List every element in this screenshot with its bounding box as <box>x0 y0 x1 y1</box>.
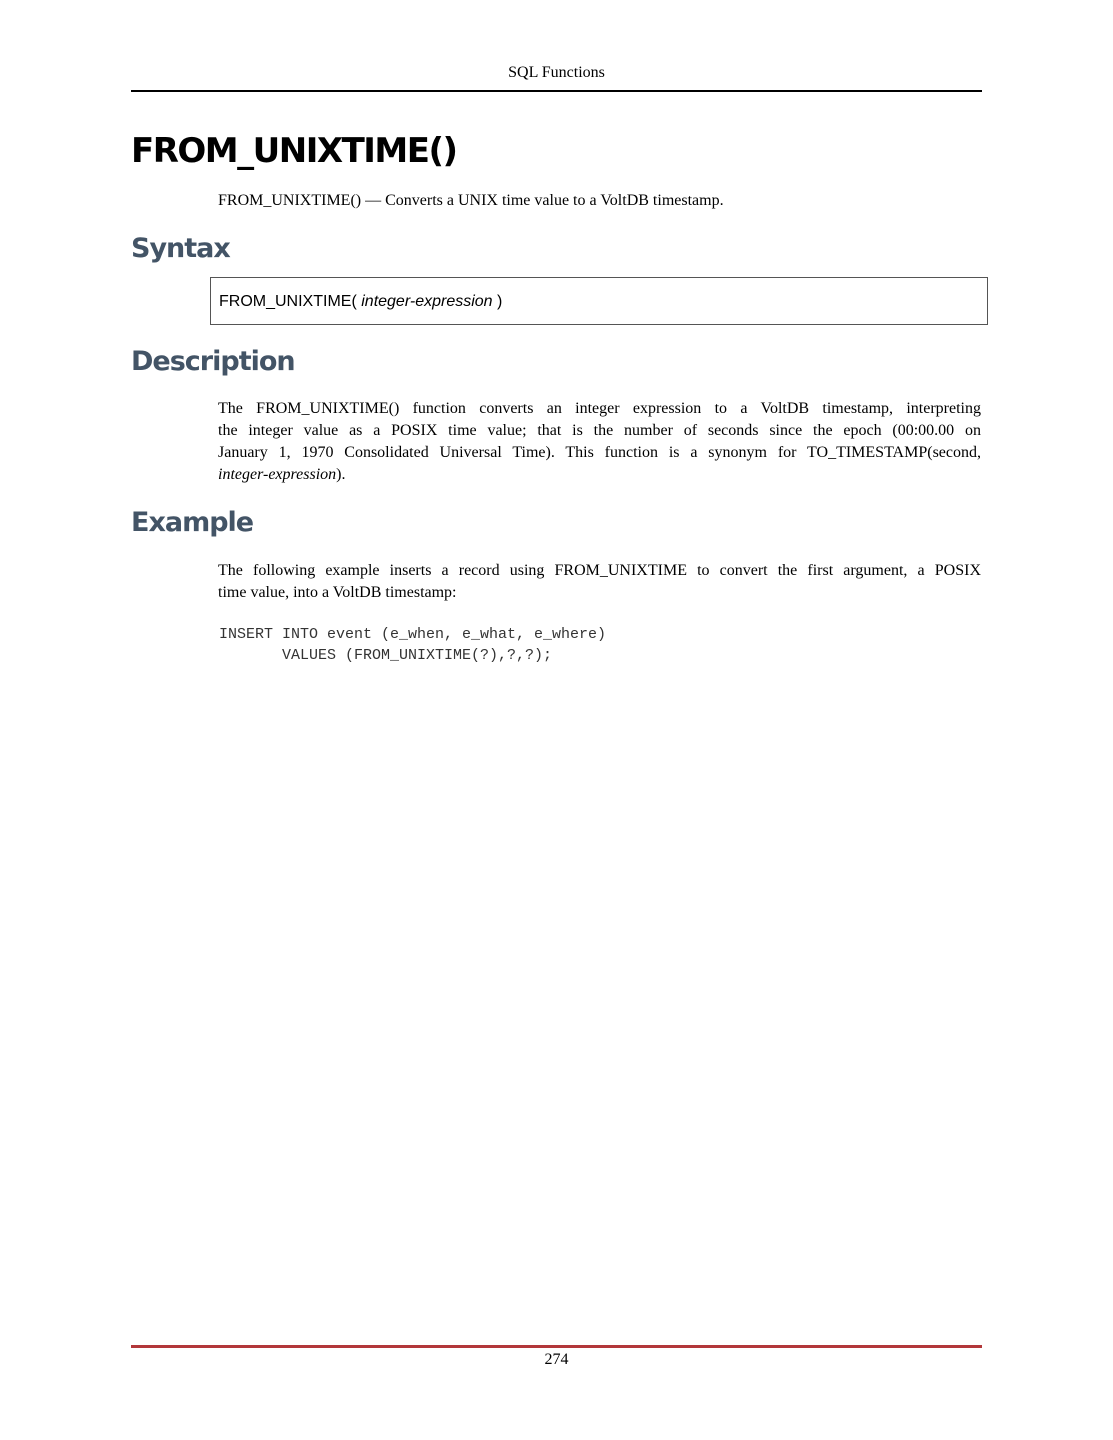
example-paragraph <box>218 560 981 604</box>
footer-rule <box>131 1345 982 1348</box>
syntax-argument: integer-expression <box>361 293 493 310</box>
description-italic-arg: integer-expression <box>218 466 337 483</box>
example-heading: Example <box>131 507 254 538</box>
page-title: FROM_UNIXTIME() <box>131 131 457 171</box>
page-number: 274 <box>544 1351 569 1368</box>
description-heading: Description <box>131 346 295 377</box>
syntax-box <box>210 277 988 325</box>
example-line: time value, into a VoltDB timestamp: <box>218 584 457 601</box>
example-line: The following example inserts a record using FROM_UNIXTIME to convert the first argument, a POSIX <box>218 562 981 579</box>
description-line: the integer value as a POSIX time value; that is the number of seconds since the epoch (00:00.00 on <box>218 422 981 439</box>
running-header: SQL Functions <box>508 64 605 81</box>
description-paragraph <box>218 398 981 486</box>
syntax-close: ) <box>492 293 503 310</box>
header-rule <box>131 90 982 92</box>
description-line: January 1, 1970 Consolidated Universal Time). This function is a synonym for TO_TIMESTAMP(second, <box>218 444 981 461</box>
example-code: INSERT INTO event (e_when, e_what, e_where) VALUES (FROM_UNIXTIME(?),?,?); <box>219 626 607 664</box>
syntax-function: FROM_UNIXTIME( <box>219 293 357 310</box>
description-tail: ). <box>336 466 346 483</box>
syntax-text <box>219 293 502 311</box>
description-line: The FROM_UNIXTIME() function converts an integer expression to a VoltDB timestamp, interpreting <box>218 400 981 417</box>
description-line <box>218 464 981 486</box>
refentry-summary: FROM_UNIXTIME() — Converts a UNIX time value to a VoltDB timestamp. <box>218 192 724 209</box>
syntax-heading: Syntax <box>131 233 230 264</box>
